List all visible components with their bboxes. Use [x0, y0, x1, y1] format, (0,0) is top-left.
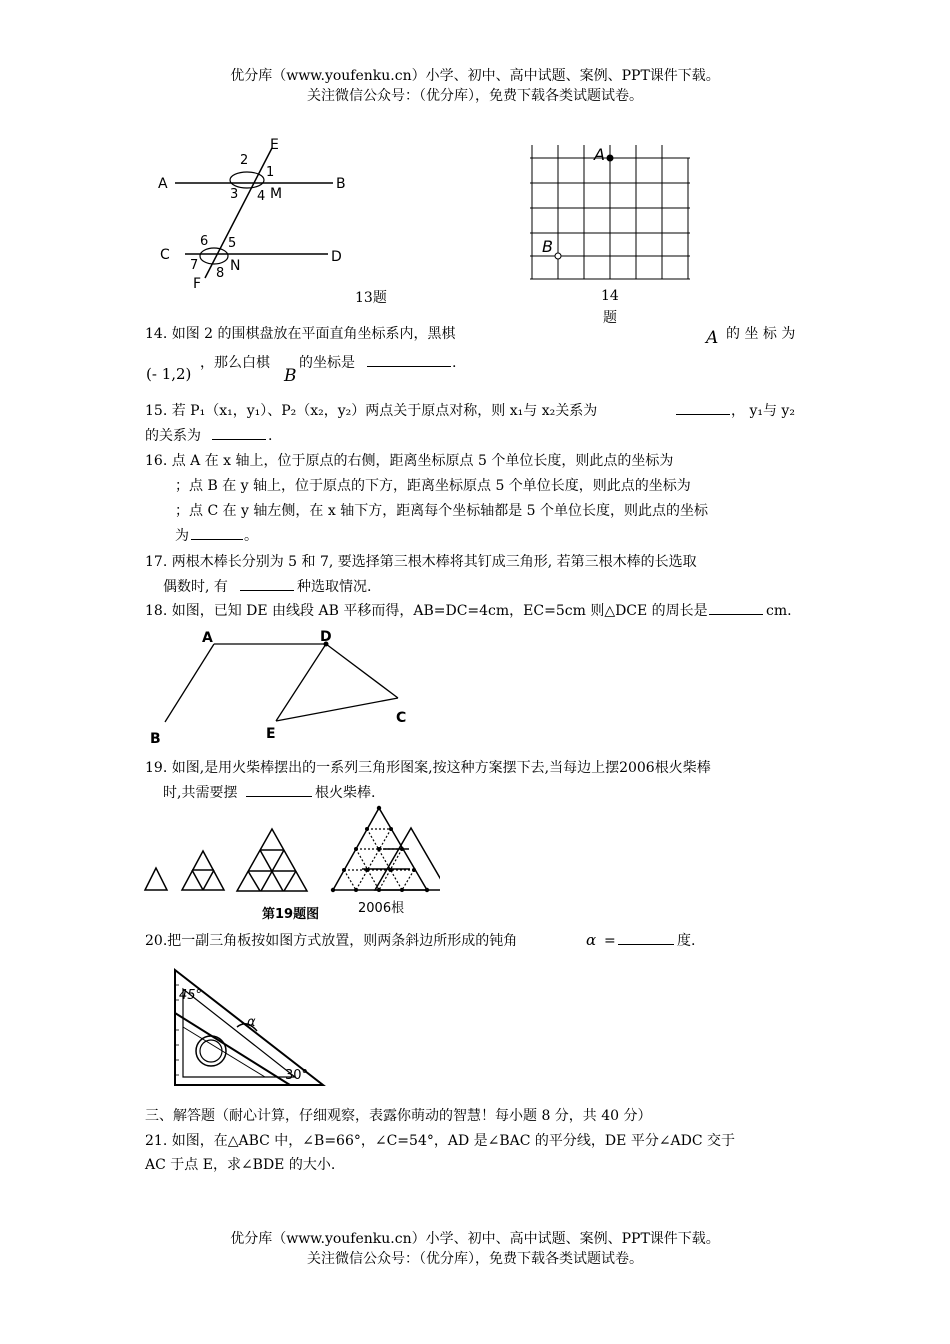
q14-text-b: 的 坐 标 为	[726, 326, 796, 342]
header-line-2: 关注微信公众号：（优分库），免费下载各类试题试卷。	[307, 88, 643, 104]
q17-line1: 17. 两根木棒长分别为 5 和 7, 要选择第三根木棒将其钉成三角形, 若第三根木棒的长选取	[145, 554, 697, 570]
label-C-13: C	[160, 247, 170, 263]
header-line-1: 优分库（www.youfenku.cn）小学、初中、高中试题、案例、PPT课件下载。	[230, 68, 720, 84]
angle-4: 4	[257, 189, 266, 204]
q16-line2: ；点 B 在 y 轴上，位于原点的下方，距离坐标原点 5 个单位长度，则此点的坐标为	[175, 478, 691, 494]
label-B-14: B	[542, 237, 553, 256]
fig19-caption: 第19题图	[262, 907, 320, 922]
q19-line2-a: 时,共需要摆	[163, 785, 238, 801]
white-stone-B	[555, 253, 561, 259]
q19-line2-b: 根火柴棒.	[315, 785, 376, 801]
q20-blank[interactable]	[618, 929, 674, 953]
label-A-18: A	[202, 630, 213, 646]
label-E-18: E	[266, 726, 276, 742]
q14-var-B: B	[284, 366, 297, 386]
label-45: 45°	[179, 988, 203, 1003]
q21-line2: AC 于点 E，求∠BDE 的大小.	[145, 1157, 336, 1173]
q18-blank[interactable]	[709, 599, 763, 623]
angle-1: 1	[266, 165, 275, 180]
q14-coord: (- 1,2)	[146, 365, 192, 383]
q16-line3: ；点 C 在 y 轴左侧，在 x 轴下方，距离每个坐标轴都是 5 个单位长度，则此点的坐标	[175, 503, 709, 519]
q20-text-b: 度.	[677, 933, 696, 949]
label-A-13: A	[158, 176, 168, 192]
q14-text-a: 14. 如图 2 的围棋盘放在平面直角坐标系内，黑棋	[145, 326, 456, 342]
angle-6: 6	[200, 234, 209, 249]
q14-text-c: ，那么白棋	[200, 355, 270, 371]
figure-14-board	[520, 140, 700, 285]
label-M-13: M	[270, 186, 283, 202]
q20-eq: =	[604, 933, 616, 949]
q15-line1-a: 15. 若 P₁（x₁，y₁）、P₂（x₂，y₂）两点关于原点对称，则 x₁与 x₂关系为	[145, 403, 598, 419]
q14-end: .	[452, 355, 457, 371]
label-30: 30°	[285, 1068, 309, 1083]
q17-blank[interactable]	[240, 575, 294, 599]
fig19-caption-2: 2006根	[358, 901, 405, 916]
q15-blank-1[interactable]	[676, 399, 730, 423]
angle-5: 5	[228, 236, 237, 251]
angle-2: 2	[240, 153, 249, 168]
q15-blank-2[interactable]	[212, 424, 266, 448]
figure-18	[140, 625, 430, 750]
label-A-14: A	[594, 145, 605, 164]
q20-alpha: α	[586, 931, 597, 949]
q15-line2-a: 的关系为	[145, 428, 201, 444]
q14-answer-blank[interactable]	[367, 351, 451, 375]
label-C-18: C	[396, 710, 407, 726]
figure-14-caption-2: 题	[603, 310, 617, 326]
q16-blank[interactable]	[191, 524, 243, 548]
label-B-13: B	[336, 176, 346, 192]
q18-text-b: cm.	[766, 603, 792, 619]
q21-line1: 21. 如图，在△ABC 中，∠B=66°，∠C=54°，AD 是∠BAC 的平分线，DE 平分∠ADC 交于	[145, 1133, 736, 1149]
label-N-13: N	[230, 258, 241, 274]
footer-line-2: 关注微信公众号：（优分库），免费下载各类试题试卷。	[307, 1251, 643, 1267]
section-3-heading: 三、解答题（耐心计算，仔细观察，表露你萌动的智慧！每小题 8 分，共 40 分）	[145, 1108, 652, 1124]
black-stone-A	[607, 155, 614, 162]
label-F-13: F	[193, 276, 202, 292]
q15-line2-b: .	[268, 428, 273, 444]
figure-13-caption: 13题	[355, 290, 387, 306]
q15-line1-b: ， y₁与 y₂	[731, 403, 795, 419]
q19-line1: 19. 如图,是用火柴棒摆出的一系列三角形图案,按这种方案摆下去,当每边上摆2006根火柴棒	[145, 760, 711, 776]
q16-line4-b: 。	[244, 528, 258, 544]
q14-text-d: 的坐标是	[299, 355, 355, 371]
q14-var-A: A	[706, 328, 719, 348]
angle-7: 7	[190, 258, 199, 273]
label-alpha: α	[247, 1015, 256, 1030]
label-B-18: B	[150, 731, 161, 747]
q18-text-a: 18. 如图，已知 DE 由线段 AB 平移而得，AB=DC=4cm，EC=5cm 则△DCE 的周长是	[145, 603, 708, 619]
angle-8: 8	[216, 266, 225, 281]
figure-13	[150, 130, 370, 295]
q16-line4-a: 为	[175, 528, 189, 544]
q20-text-a: 20.把一副三角板按如图方式放置，则两条斜边所形成的钝角	[145, 933, 518, 949]
figure-20	[165, 965, 335, 1090]
q16-line1: 16. 点 A 在 x 轴上，位于原点的右侧，距离坐标原点 5 个单位长度，则此点的坐标为	[145, 453, 674, 469]
q17-line2-b: 种选取情况.	[297, 579, 372, 595]
label-E-13: E	[270, 137, 279, 153]
angle-3: 3	[230, 187, 239, 202]
q17-line2-a: 偶数时, 有	[163, 579, 228, 595]
label-D-18: D	[320, 629, 332, 645]
figure-14-caption-1: 14	[601, 288, 619, 304]
figure-19-2006	[325, 800, 435, 895]
footer-line-1: 优分库（www.youfenku.cn）小学、初中、高中试题、案例、PPT课件下载。	[230, 1231, 720, 1247]
label-D-13: D	[331, 249, 342, 265]
